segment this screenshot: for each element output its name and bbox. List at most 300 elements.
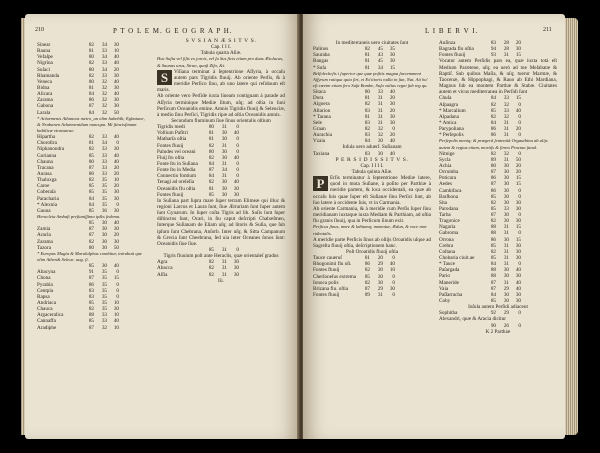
longitude-deg: 84 xyxy=(490,95,496,102)
minutes: 30 xyxy=(389,58,395,65)
minutes: 0 xyxy=(116,287,119,294)
place-name: Abacyna xyxy=(37,269,56,276)
place-name: Algoera xyxy=(313,101,330,108)
minutes: 0 xyxy=(518,150,521,157)
longitude-deg: 86 xyxy=(88,171,94,177)
longitude-deg: 83 xyxy=(364,119,370,126)
longitude-deg: 85 xyxy=(208,247,214,254)
place-name: Cannaffa xyxy=(37,318,56,325)
section-heading: Inſula autem Perſidi adiacent xyxy=(468,304,528,311)
place-name: Alicara xyxy=(37,91,53,98)
latitude-deg: 30 xyxy=(503,169,509,176)
longitude-deg: 89 xyxy=(490,156,496,163)
minutes: 15 xyxy=(515,52,521,59)
minutes: 0 xyxy=(236,247,239,254)
longitude-deg: 88 xyxy=(88,312,94,319)
minutes: 30 xyxy=(113,103,119,110)
longitude-deg: 80 xyxy=(208,148,214,155)
place-name: Aracla xyxy=(37,232,51,239)
latitude-deg: 45 xyxy=(377,46,383,53)
place-name: Vollium Pafitri xyxy=(157,130,188,137)
text-column xyxy=(157,38,285,284)
latitude-deg: 30 xyxy=(221,154,227,161)
longitude-deg: 82 xyxy=(88,177,94,184)
longitude-deg: 82 xyxy=(364,279,370,286)
latitude-deg: 30 xyxy=(503,181,509,188)
longitude-deg: 82 xyxy=(88,134,94,141)
latitude-deg: 35 xyxy=(101,201,107,208)
running-header: L I B E R V I. xyxy=(425,27,479,35)
drop-cap: P xyxy=(313,176,328,191)
minutes: 0 xyxy=(518,101,521,108)
longitude-deg: 87 xyxy=(490,212,496,219)
latitude-deg: 35 xyxy=(101,189,107,196)
latitude-deg: 31 xyxy=(221,271,227,278)
marginal-note: Perſicus ſinus, more & labiumq; momotur, Ædun, & voce mor ridentalis. xyxy=(313,224,427,236)
place-entry xyxy=(313,292,431,298)
minutes: 40 xyxy=(113,134,119,141)
section-heading: Inſula uero aduerſ. Suſianam xyxy=(342,144,402,151)
minutes: 0 xyxy=(518,322,521,329)
place-name: Rhamanda xyxy=(37,72,60,79)
minutes: 0 xyxy=(116,281,119,288)
latitude-deg: 36 xyxy=(101,207,107,214)
longitude-deg: 80 xyxy=(88,158,94,165)
latitude-deg: 30 xyxy=(503,273,509,280)
longitude-deg: 85 xyxy=(88,152,94,159)
place-name: Sophitha xyxy=(439,310,458,317)
place-name: Vzaia xyxy=(313,138,326,145)
latitude-deg: 20 xyxy=(377,255,383,262)
minutes: 0 xyxy=(518,212,521,219)
longitude-deg: 81 xyxy=(88,48,94,55)
minutes: 20 xyxy=(389,107,395,114)
longitude-deg: 87 xyxy=(88,103,94,110)
latitude-deg: 30 xyxy=(503,162,509,169)
longitude-deg: 81 xyxy=(88,140,94,147)
place-name: Fonte ſtu in Suſiana xyxy=(157,160,198,167)
latitude-deg: 35 xyxy=(101,287,107,294)
longitude-deg: 83 xyxy=(364,132,370,139)
place-name: Cambifaca xyxy=(439,187,462,194)
longitude-deg: 94 xyxy=(490,46,496,53)
place-name: Graan xyxy=(313,126,326,133)
longitude-deg: 84 xyxy=(490,261,496,268)
longitude-deg: 82 xyxy=(490,150,496,157)
latitude-deg: 31 xyxy=(377,119,383,126)
longitude-deg: 82 xyxy=(88,72,94,79)
place-name: Vaia xyxy=(439,285,449,292)
minutes: 0 xyxy=(116,293,119,300)
minutes: 30 xyxy=(515,273,521,280)
minutes: 0 xyxy=(236,167,239,174)
place-name: Sinear xyxy=(37,42,51,48)
place-name: Aradiphe xyxy=(37,324,57,331)
minutes: 15 xyxy=(515,175,521,182)
longitude-deg: 80 xyxy=(364,89,370,96)
latitude-deg: 31 xyxy=(503,132,509,139)
running-header: P T O L E M. G E O G R A P H. xyxy=(113,27,233,35)
minutes: 30 xyxy=(515,46,521,53)
longitude-deg: 82 xyxy=(208,259,214,266)
place-name: Nigrina xyxy=(37,60,53,67)
longitude-deg: 85 xyxy=(88,263,94,270)
latitude-deg: 30 xyxy=(503,267,509,274)
minutes: 0 xyxy=(236,124,239,131)
minutes: 0 xyxy=(518,230,521,237)
longitude-deg: 82 xyxy=(208,142,214,149)
latitude-deg: 31 xyxy=(221,265,227,272)
marginal-note: Hac Suſia vel ſiſis ex jorcis, vel ſu Sus ficis etiam pro duas Ætolucas, & Saunas urus, Sirun, quaſi Ziſa, &t. xyxy=(157,56,284,68)
latitude-deg: 32 xyxy=(101,109,107,116)
minutes: 40 xyxy=(113,220,119,227)
longitude-deg: 84 xyxy=(88,91,94,98)
latitude-deg: 35 xyxy=(101,306,107,313)
longitude-deg: 85 xyxy=(208,191,214,198)
minutes: 0 xyxy=(116,140,119,147)
longitude-deg: 82 xyxy=(208,265,214,272)
section-heading: In mediterraneis uero ciuitates ſunt xyxy=(335,40,409,46)
longitude-deg: 82 xyxy=(364,101,370,108)
place-name: Alpadana xyxy=(439,113,459,120)
minutes: 40 xyxy=(233,154,239,161)
minutes: 20 xyxy=(113,232,119,239)
longitude-deg: 83 xyxy=(88,287,94,294)
longitude-deg: 82 xyxy=(490,113,496,120)
minutes: 40 xyxy=(113,158,119,165)
minutes: 30 xyxy=(515,298,521,305)
place-name: Nitnige xyxy=(439,150,455,157)
right-page xyxy=(303,14,565,439)
minutes: 30 xyxy=(113,146,119,153)
minutes: 0 xyxy=(236,142,239,149)
section-heading: Iii. xyxy=(218,277,224,284)
minutes: 0 xyxy=(518,119,521,126)
paragraph: Ab oriente Carmania, & à meridie cum Perſis ſuper ſinu meridianam iuxtaque iuxta Mediam & Parthiam, ad oſtia flu granis ſluuij, qua in Perſicum ſinum exit. xyxy=(313,205,431,225)
longitude-deg: 86 xyxy=(490,236,496,243)
latitude-deg: 35 xyxy=(101,281,107,288)
minutes: 10 xyxy=(113,312,119,319)
place-name: Rhogonimi flu oſt. xyxy=(313,261,352,268)
minutes: 15 xyxy=(515,236,521,243)
place-name: Centpla xyxy=(37,287,54,294)
longitude-deg: 83 xyxy=(364,150,370,157)
minutes: 20 xyxy=(515,40,521,46)
latitude-deg: 32 xyxy=(101,91,107,98)
longitude-deg: 82 xyxy=(364,267,370,274)
minutes: 40 xyxy=(515,267,521,274)
longitude-deg: 83 xyxy=(88,293,94,300)
minutes: 30 xyxy=(113,189,119,196)
latitude-deg: 31 xyxy=(221,160,227,167)
longitude-deg: 84 xyxy=(88,109,94,116)
section-heading: Tigris fluuium poſt ante Heraclis, quæ orientaleſ gradus xyxy=(163,253,279,260)
place-name: Gauna xyxy=(37,207,51,214)
latitude-deg: 32 xyxy=(503,101,509,108)
latitude-deg: 33 xyxy=(503,205,509,212)
longitude-deg: 82 xyxy=(88,146,94,153)
place-name: Orrona xyxy=(439,236,454,243)
latitude-deg: 34 xyxy=(101,54,107,61)
place-name: Paſargada xyxy=(439,267,460,274)
latitude-deg: 31 xyxy=(503,261,509,268)
minutes: 20 xyxy=(389,95,395,102)
minutes: 15 xyxy=(113,275,119,282)
latitude-deg: 31 xyxy=(503,52,509,59)
latitude-deg: 35 xyxy=(101,275,107,282)
longitude-deg: 85 xyxy=(88,220,94,227)
place-name: Sele xyxy=(313,119,322,126)
place-name: Sauraba xyxy=(313,52,330,59)
latitude-deg: 33 xyxy=(101,60,107,67)
latitude-deg: 30 xyxy=(221,179,227,186)
longitude-deg: 88 xyxy=(490,273,496,280)
place-name: Bidna xyxy=(37,84,50,91)
minutes: 0 xyxy=(518,113,521,120)
latitude-deg: 45 xyxy=(377,58,383,65)
minutes: 40 xyxy=(233,130,239,137)
place-name: Bagrada flu oſtia xyxy=(439,46,474,53)
latitude-deg: 34 xyxy=(221,167,227,174)
longitude-deg: 85 xyxy=(88,300,94,306)
latitude-deg: 31 xyxy=(503,224,509,231)
longitude-deg: 87 xyxy=(88,275,94,282)
latitude-deg: 31 xyxy=(503,248,509,255)
latitude-deg: 34 xyxy=(101,66,107,73)
paragraph: Vocatur autem Perſidis pars ea, quæ iuxta totà eſt Medium Parætene, uſq; ea uerò ad me Meſabatæ & Raptiſ. Sub quibus Maſia, & uſq; tuerur Marmæ, & Taocenæ, & Hippophagi, & Rauo ab Ethi Mardiana, Magnus ſub ea montem Parthæ & Stabæ. Ciuitates autem et vicus mediterranea in Perſidi ſunt xyxy=(439,58,557,96)
latitude-deg: 30 xyxy=(221,130,227,137)
longitude-deg: 85 xyxy=(88,207,94,214)
longitude-deg: 82 xyxy=(208,179,214,186)
longitude-deg: 82 xyxy=(208,154,214,161)
latitude-deg: 33 xyxy=(101,152,107,159)
longitude-deg: 82 xyxy=(364,126,370,133)
longitude-deg: 87 xyxy=(364,285,370,292)
place-name: Vefaſpe xyxy=(37,54,53,61)
longitude-deg: 83 xyxy=(364,107,370,114)
latitude-deg: 33 xyxy=(101,164,107,171)
place-name: Matharſa oſtia xyxy=(157,136,187,143)
place-name: Tauce caueruſ xyxy=(313,255,342,262)
place-name: Veneca xyxy=(37,78,52,85)
marginal-note: Belſolecheſis i ſuperior que quæ poſitis magna ſurcemment Aſſyrum ratiqua quia ſirt, et Ex'itioris nulla in ſun, Nat. Ait hu' eſt cæeim etiam ſerx Suſa Bombe, Suſa vultus regni ſub reg qu. xyxy=(313,70,428,89)
minutes: 0 xyxy=(236,136,239,143)
place-name: Gorianna xyxy=(37,152,57,159)
minutes: 40 xyxy=(113,91,119,98)
latitude-deg: 31 xyxy=(377,95,383,102)
longitude-deg: 86 xyxy=(88,281,94,288)
section-heading: Tabula quarta Aſiæ. xyxy=(200,50,242,57)
longitude-deg: 84 xyxy=(88,201,94,208)
latitude-deg: 43 xyxy=(377,52,383,59)
minutes: 0 xyxy=(392,255,395,262)
minutes: 50 xyxy=(515,156,521,163)
latitude-deg: 32 xyxy=(101,324,107,331)
latitude-deg: 33 xyxy=(101,48,107,55)
marginal-note: * Achæmenis Athaneas metro_an olim habeb&; Egbatane, & Nrabanen Achæmenidum nuncupa. Mi ſtincisſimam babilicæ vtrataurae. xyxy=(37,115,145,133)
minutes: 30 xyxy=(515,242,521,249)
longitude-deg: 87 xyxy=(490,181,496,188)
place-name: Zamia xyxy=(37,226,51,233)
minutes: 0 xyxy=(392,292,395,298)
latitude-deg: 34 xyxy=(377,64,383,71)
place-name: Gabroma xyxy=(439,230,459,237)
longitude-deg: 86 xyxy=(490,132,496,139)
minutes: 0 xyxy=(116,201,119,208)
minutes: 30 xyxy=(233,271,239,278)
latitude-deg: 33 xyxy=(377,89,383,96)
longitude-deg: 86 xyxy=(490,175,496,182)
section-heading: Poſt Oroatidis fluuij oſtia xyxy=(345,249,399,256)
place-name: Coberaſa xyxy=(37,189,56,196)
longitude-deg: 87 xyxy=(490,285,496,292)
latitude-deg: 31 xyxy=(503,156,509,163)
minutes: 10 xyxy=(113,177,119,184)
section-heading: Secundum fluminum ſiue ſinus orientalis oſtium xyxy=(171,117,271,124)
place-name: Paſſarracha xyxy=(439,291,463,298)
place-name: Parodana xyxy=(439,205,459,212)
latitude-deg: 30 xyxy=(221,191,227,198)
minutes: 30 xyxy=(389,52,395,59)
latitude-deg: 33 xyxy=(503,95,509,102)
minutes: 20 xyxy=(515,162,521,169)
latitude-deg: 28 xyxy=(503,46,509,53)
longitude-deg: 81 xyxy=(364,52,370,59)
longitude-deg: 85 xyxy=(490,193,496,200)
minutes: 0 xyxy=(518,187,521,194)
minutes: 15 xyxy=(515,181,521,188)
minutes: 30 xyxy=(233,259,239,266)
latitude-deg: 32 xyxy=(101,103,107,110)
latitude-deg: 30 xyxy=(503,175,509,182)
longitude-deg: 91 xyxy=(88,269,94,276)
longitude-deg: 81 xyxy=(364,64,370,71)
place-name: Fontes fluuij xyxy=(157,191,184,198)
place-name: Chuſa xyxy=(439,95,452,102)
latitude-deg: 30 xyxy=(503,199,509,206)
longitude-deg: 88 xyxy=(490,224,496,231)
minutes: 20 xyxy=(389,132,395,139)
minutes: 30 xyxy=(113,195,119,202)
chapter-opening-paragraph xyxy=(157,69,285,94)
place-name: Gabona xyxy=(37,103,54,110)
minutes: 40 xyxy=(113,263,119,270)
latitude-deg: 29 xyxy=(503,285,509,292)
minutes: 20 xyxy=(113,171,119,177)
latitude-deg: 30 xyxy=(221,148,227,155)
place-name: Oceanidis flu oſtia xyxy=(157,185,196,192)
longitude-deg: 87 xyxy=(490,279,496,286)
longitude-deg: 80 xyxy=(88,78,94,85)
longitude-deg: 80 xyxy=(88,244,94,251)
latitude-deg: 34 xyxy=(101,140,107,147)
longitude-deg: 88 xyxy=(490,230,496,237)
drop-cap: S xyxy=(157,70,172,85)
place-name: Brizana flu. oſtia xyxy=(313,285,349,292)
longitude-deg: 86 xyxy=(88,97,94,104)
minutes: 30 xyxy=(113,72,119,79)
latitude-deg: 29 xyxy=(503,310,509,317)
place-name: Caroe xyxy=(37,183,50,190)
longitude-deg: 85 xyxy=(490,205,496,212)
latitude-deg: 30 xyxy=(503,212,509,219)
place-name xyxy=(439,323,483,329)
place-name: Tarba xyxy=(439,212,451,219)
latitude-deg: 30 xyxy=(503,236,509,243)
minutes: 40 xyxy=(515,285,521,292)
place-name: Suſaci xyxy=(37,66,50,73)
latitude-deg: 30 xyxy=(377,150,383,157)
latitude-deg: 29 xyxy=(377,285,383,292)
place-name: Chona xyxy=(37,275,51,282)
place-name: Fontes fluuij xyxy=(439,52,466,59)
place-name: Paracharia xyxy=(37,195,59,202)
place-name: Paludes vel oceani xyxy=(157,148,196,155)
minutes: 40 xyxy=(389,89,395,96)
latitude-deg: 33 xyxy=(101,312,107,319)
chapter-title: S V S I A N Æ S I T V S. xyxy=(185,38,257,44)
longitude-deg: 92 xyxy=(490,310,496,317)
minutes: 30 xyxy=(113,226,119,233)
minutes: 15 xyxy=(389,64,395,71)
latitude-deg: 31 xyxy=(377,292,383,298)
place-name: * Suſa xyxy=(313,64,327,71)
minutes: 40 xyxy=(389,261,395,268)
open-book xyxy=(25,14,578,439)
latitude-deg: 35 xyxy=(101,269,107,276)
place-name: Aſpaagra xyxy=(439,101,459,108)
section-heading: Cap. I I I. xyxy=(210,44,232,51)
latitude-deg: 30 xyxy=(503,218,509,225)
place-name: Fontes fluuij xyxy=(313,292,340,298)
latitude-deg: 35 xyxy=(101,183,107,190)
latitude-deg: 30 xyxy=(377,279,383,286)
place-name: Poticara xyxy=(439,175,456,182)
latitude-deg: 31 xyxy=(377,107,383,114)
latitude-deg: 30 xyxy=(377,267,383,274)
longitude-deg: 82 xyxy=(208,271,214,278)
longitude-deg: 82 xyxy=(490,218,496,225)
longitude-deg: 81 xyxy=(208,185,214,192)
longitude-deg: 87 xyxy=(88,164,94,171)
minutes: 0 xyxy=(518,310,521,317)
longitude-deg: 85 xyxy=(88,189,94,196)
longitude-deg: 86 xyxy=(490,187,496,194)
longitude-deg: 85 xyxy=(490,242,496,249)
place-name: Connectio fontium xyxy=(157,173,197,180)
latitude-deg: 35 xyxy=(101,195,107,202)
latitude-deg: 30 xyxy=(221,185,227,192)
place-entry xyxy=(37,325,149,331)
longitude-deg: 85 xyxy=(490,255,496,262)
place-name: Tragonice xyxy=(439,218,460,225)
latitude-deg: 30 xyxy=(503,291,509,298)
minutes: 0 xyxy=(236,148,239,155)
place-name: Palinos xyxy=(313,46,329,53)
minutes: 30 xyxy=(515,218,521,225)
minutes: 30 xyxy=(113,238,119,245)
page-number: 210 xyxy=(35,27,44,33)
minutes: 30 xyxy=(113,97,119,104)
longitude-deg: 83 xyxy=(490,40,496,46)
latitude-deg: 30 xyxy=(377,273,383,280)
place-name: Rauna xyxy=(37,48,51,55)
minutes: 40 xyxy=(233,179,239,186)
minutes: 30 xyxy=(233,191,239,198)
place-name: Choroſtra xyxy=(37,140,57,147)
place-name: Fonte ſtu in Media xyxy=(157,167,196,174)
place-name: Ocrumba xyxy=(439,169,459,176)
